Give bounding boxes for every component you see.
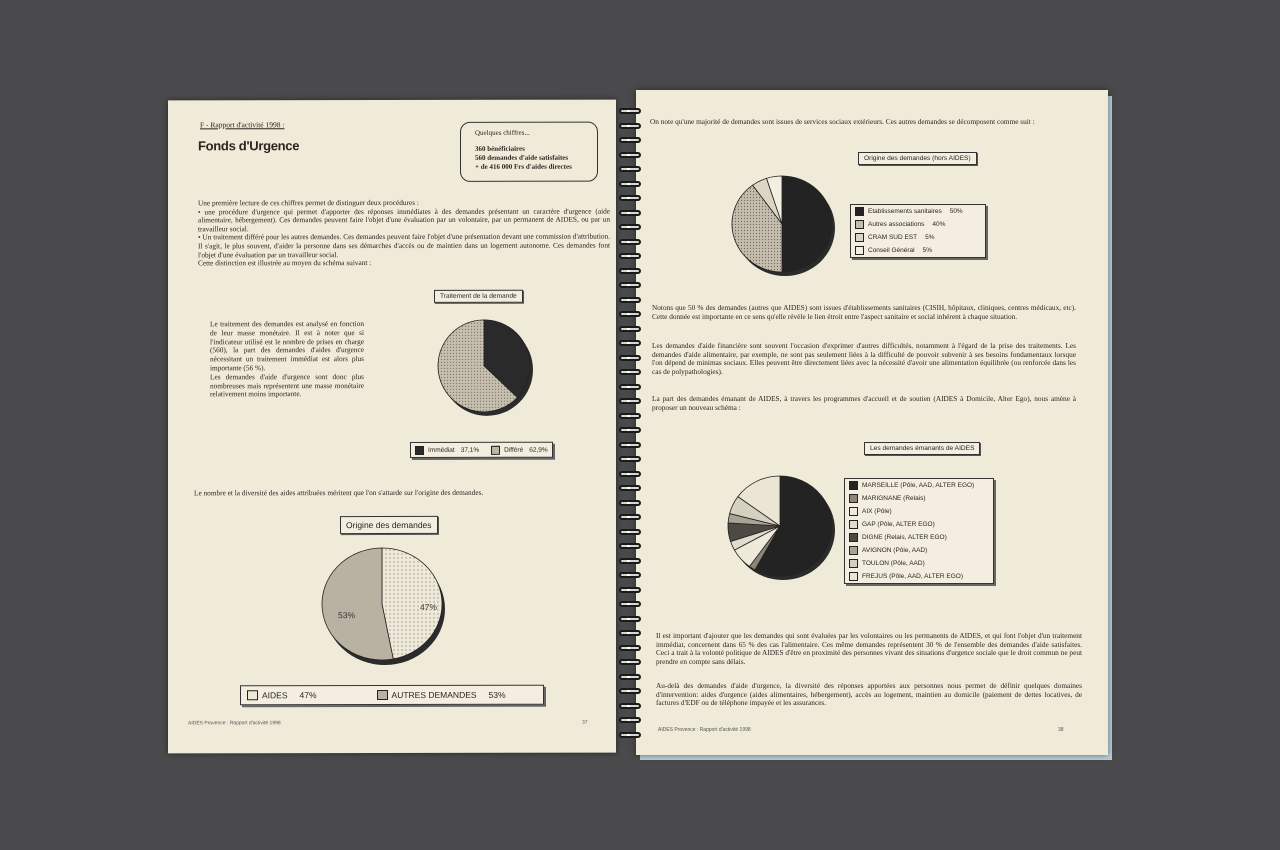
chart-title: Traitement de la demande: [434, 290, 523, 303]
left-page: [168, 100, 616, 754]
spiral-coil: [619, 282, 641, 288]
traitement-text: [210, 320, 364, 399]
key-figure-line: 360 bénéficiaires: [475, 144, 525, 153]
legend-swatch: [377, 690, 388, 700]
spiral-coil: [619, 152, 641, 158]
traitement-paragraph: Le traitement des demandes est analysé en fonction de leur masse monétaire. Il est à noter que si l'indicateur utilisé est le nombre de prises en charge (560), la part des demandes d'aides d'urgence nécessitant un traitement immédiat est alors plus importante (56 %).: [210, 319, 364, 373]
intro-bullet-1: • une procédure d'urgence qui permet d'apporter des réponses immédiates à des demandes présentant un caractère d'urgence (aide alimentaire, hébergement). Ces demandes peuvent faire l'objet d'une évaluation par un volontaire, par un permanent de AIDES, ou par un travailleur social.: [198, 206, 610, 234]
paragraph: La part des demandes émanant de AIDES, à travers les programmes d'accueil et de soutien (AIDES à Domicile, Alter Ego), nous amène à proposer un nouveau schéma :: [652, 394, 1076, 412]
legend-item: DIGNE (Relais, ALTER EGO): [845, 531, 993, 544]
legend-label: Immédiat: [428, 446, 455, 454]
spiral-coil: [619, 369, 641, 375]
paragraph: Les demandes d'aide financière sont souvent l'occasion d'exprimer d'autres difficultés, notamment à l'égard de la prise des traitements. Les demandes d'aide alimentaire, par exemple, ne sont pas seulement liées à la difficulté de pouvoir subvenir à ses besoins fondamentaux lorsque l'on dépend de minimas sociaux. Elles peuvent être directement liées avec la nécessité d'avoir une alimentation équilibrée (ou renforcée dans les cas de polypathologies).: [652, 341, 1076, 376]
spiral-coil: [619, 529, 641, 535]
legend-item: AVIGNON (Pôle, AAD): [845, 544, 993, 557]
legend-swatch: [491, 445, 500, 454]
legend-item: Conseil Général 5%: [851, 244, 985, 257]
chart-title: Origine des demandes: [340, 516, 438, 534]
spiral-coil: [619, 659, 641, 665]
intro-conclusion: Cette distinction est illustrée au moyen du schéma suivant :: [198, 258, 372, 268]
legend-label: Différé: [504, 446, 524, 454]
pie-slices: [732, 176, 835, 276]
legend-item: Autres associations 40%: [851, 218, 985, 231]
spiral-coil: [619, 500, 641, 506]
spiral-coil: [619, 427, 641, 433]
legend-item: FREJUS (Pôle, AAD, ALTER EGO): [845, 570, 993, 583]
spiral-coil: [619, 543, 641, 549]
chart-title: Origine des demandes (hors AIDES): [858, 152, 977, 165]
right-page: [636, 90, 1108, 755]
spiral-coil: [619, 384, 641, 390]
pie-chart-aides: [724, 472, 844, 584]
spiral-coil: [619, 688, 641, 694]
pie-chart-hors-aides: [728, 172, 846, 280]
page-title: Fonds d'Urgence: [198, 138, 300, 154]
spiral-coil: [619, 456, 641, 462]
legend-value: 53%: [488, 689, 506, 700]
legend-traitement: [410, 442, 553, 458]
legend-label: AUTRES DEMANDES: [391, 689, 477, 701]
pie-slices: [438, 320, 533, 416]
key-figure-line: 560 demandes d'aide satisfaites: [475, 153, 569, 162]
spiral-coil: [619, 108, 641, 114]
legend-swatch: [247, 690, 258, 700]
spiral-coil: [619, 558, 641, 564]
legend-item: GAP (Pôle, ALTER EGO): [845, 518, 993, 531]
page-number: 37: [582, 719, 588, 726]
pie-chart-origine: [316, 544, 466, 674]
spiral-coil: [619, 471, 641, 477]
spiral-coil: [619, 674, 641, 680]
legend-origine: [240, 685, 544, 706]
legend-value: 47%: [299, 690, 317, 701]
spiral-coil: [619, 703, 641, 709]
traitement-paragraph: Les demandes d'aide d'urgence sont donc plus nombreuses mais représentent une masse monétaire relativement moins importante.: [210, 371, 364, 399]
spiral-coil: [619, 485, 641, 491]
chart-title: Les demandes émanants de AIDES: [864, 442, 980, 455]
slice-value-label: 53%: [338, 610, 356, 621]
diversity-text: Le nombre et la diversité des aides attribuées méritent que l'on s'attarde sur l'origine des demandes.: [194, 487, 484, 498]
spiral-coil: [619, 268, 641, 274]
spiral-coil: [619, 340, 641, 346]
page-footer: AIDES Provence : Rapport d'activité 1998: [658, 727, 751, 733]
legend-value: 37,1%: [460, 446, 480, 454]
spiral-coil: [619, 137, 641, 143]
page-footer: AIDES Provence : Rapport d'activité 1998: [188, 720, 281, 727]
spiral-coil: [619, 239, 641, 245]
spiral-coil: [619, 413, 641, 419]
spiral-binding: [619, 108, 643, 748]
spiral-coil: [619, 587, 641, 593]
section-header: F - Rapport d'activité 1998 :: [200, 120, 285, 130]
right-intro-text: On note qu'une majorité de demandes sont issues de services sociaux extérieurs. Ces autres demandes se décomposent comme suit :: [650, 117, 1035, 126]
spiral-coil: [619, 645, 641, 651]
legend-aides: [844, 478, 994, 584]
spiral-coil: [619, 616, 641, 622]
page-number: 38: [1058, 727, 1064, 733]
legend-hors-aides: [850, 204, 986, 258]
pie-slice-etablissements-sanitaires: [782, 176, 832, 272]
key-figures-heading: Quelques chiffres...: [475, 128, 530, 137]
legend-swatch: [415, 445, 424, 454]
pie-slices: [728, 476, 835, 580]
slice-value-label: 47%: [420, 601, 438, 612]
spiral-coil: [619, 601, 641, 607]
spiral-coil: [619, 732, 641, 738]
spiral-coil: [619, 311, 641, 317]
legend-item: MARSEILLE (Pôle, AAD, ALTER EGO): [845, 479, 993, 492]
spiral-coil: [619, 224, 641, 230]
spiral-coil: [619, 210, 641, 216]
spiral-coil: [619, 195, 641, 201]
spiral-coil: [619, 442, 641, 448]
legend-item: AIX (Pôle): [845, 505, 993, 518]
spiral-coil: [619, 181, 641, 187]
intro-text: [198, 199, 610, 268]
legend-item: CRAM SUD EST 5%: [851, 231, 985, 244]
legend-item: TOULON (Pôle, AAD): [845, 557, 993, 570]
legend-value: 62,9%: [529, 446, 548, 454]
spiral-coil: [619, 123, 641, 129]
spiral-coil: [619, 297, 641, 303]
spiral-coil: [619, 572, 641, 578]
paragraph: Il est important d'ajouter que les demandes qui sont évaluées par les volontaires ou les permanents de AIDES, et qui font l'objet d'un traitement immédiat, concernent dans 65 % des cas l'alimentaire. Ces même demandes représentent 30 % de l'ensemble des demandes d'aide satisfaites. Ceci a trait à la volonté politique de AIDES d'être en proximité des personnes vivant des situations d'urgence sociale que le droit commun ne peut prendre en compte sans délais.: [656, 631, 1082, 666]
intro-bullet-2: • Un traitement différé pour les autres demandes. Ces demandes peuvent faire l'objet d'une présentation devant une commission d'attribution. Il s'agit, le plus souvent, d'aider la personne dans ses démarches d'accès ou de maintien dans un logement autonome. Ces demandes font l'objet d'une évaluation par un travailleur social.: [198, 231, 610, 259]
key-figures-box: [460, 122, 598, 182]
pie-chart-traitement: [434, 316, 544, 421]
key-figure-line: + de 416 000 Frs d'aides directes: [475, 162, 572, 171]
legend-item: MARIGNANE (Relais): [845, 492, 993, 505]
spiral-coil: [619, 253, 641, 259]
spiral-coil: [619, 717, 641, 723]
legend-item: Etablissements sanitaires 50%: [851, 205, 985, 218]
paragraph: Au-delà des demandes d'aide d'urgence, la diversité des réponses apportées aux personnes nous permet de définir quelques domaines d'intervention: aides d'urgence (aides alimentaires, hébergement), accès au logement, maintien au domicile (paiement de dettes locatives, de factures d'EDF ou de téléphone impayée et les assurances.: [656, 681, 1082, 708]
spiral-coil: [619, 355, 641, 361]
paragraph: Notons que 50 % des demandes (autres que AIDES) sont issues d'établissements sanitaires (CISIH, hôpitaux, cliniques, centres médicaux, etc). Cette donnée est importante en ce sens qu'elle révèle le lien étroit entre l'aspect sanitaire et social inhérent à chaque situation.: [652, 303, 1076, 321]
spiral-coil: [619, 514, 641, 520]
spiral-coil: [619, 166, 641, 172]
intro-line: Une première lecture de ces chiffres permet de distinguer deux procédures :: [198, 197, 419, 208]
spiral-coil: [619, 398, 641, 404]
legend-label: AIDES: [262, 690, 288, 701]
spiral-coil: [619, 326, 641, 332]
spiral-coil: [619, 630, 641, 636]
